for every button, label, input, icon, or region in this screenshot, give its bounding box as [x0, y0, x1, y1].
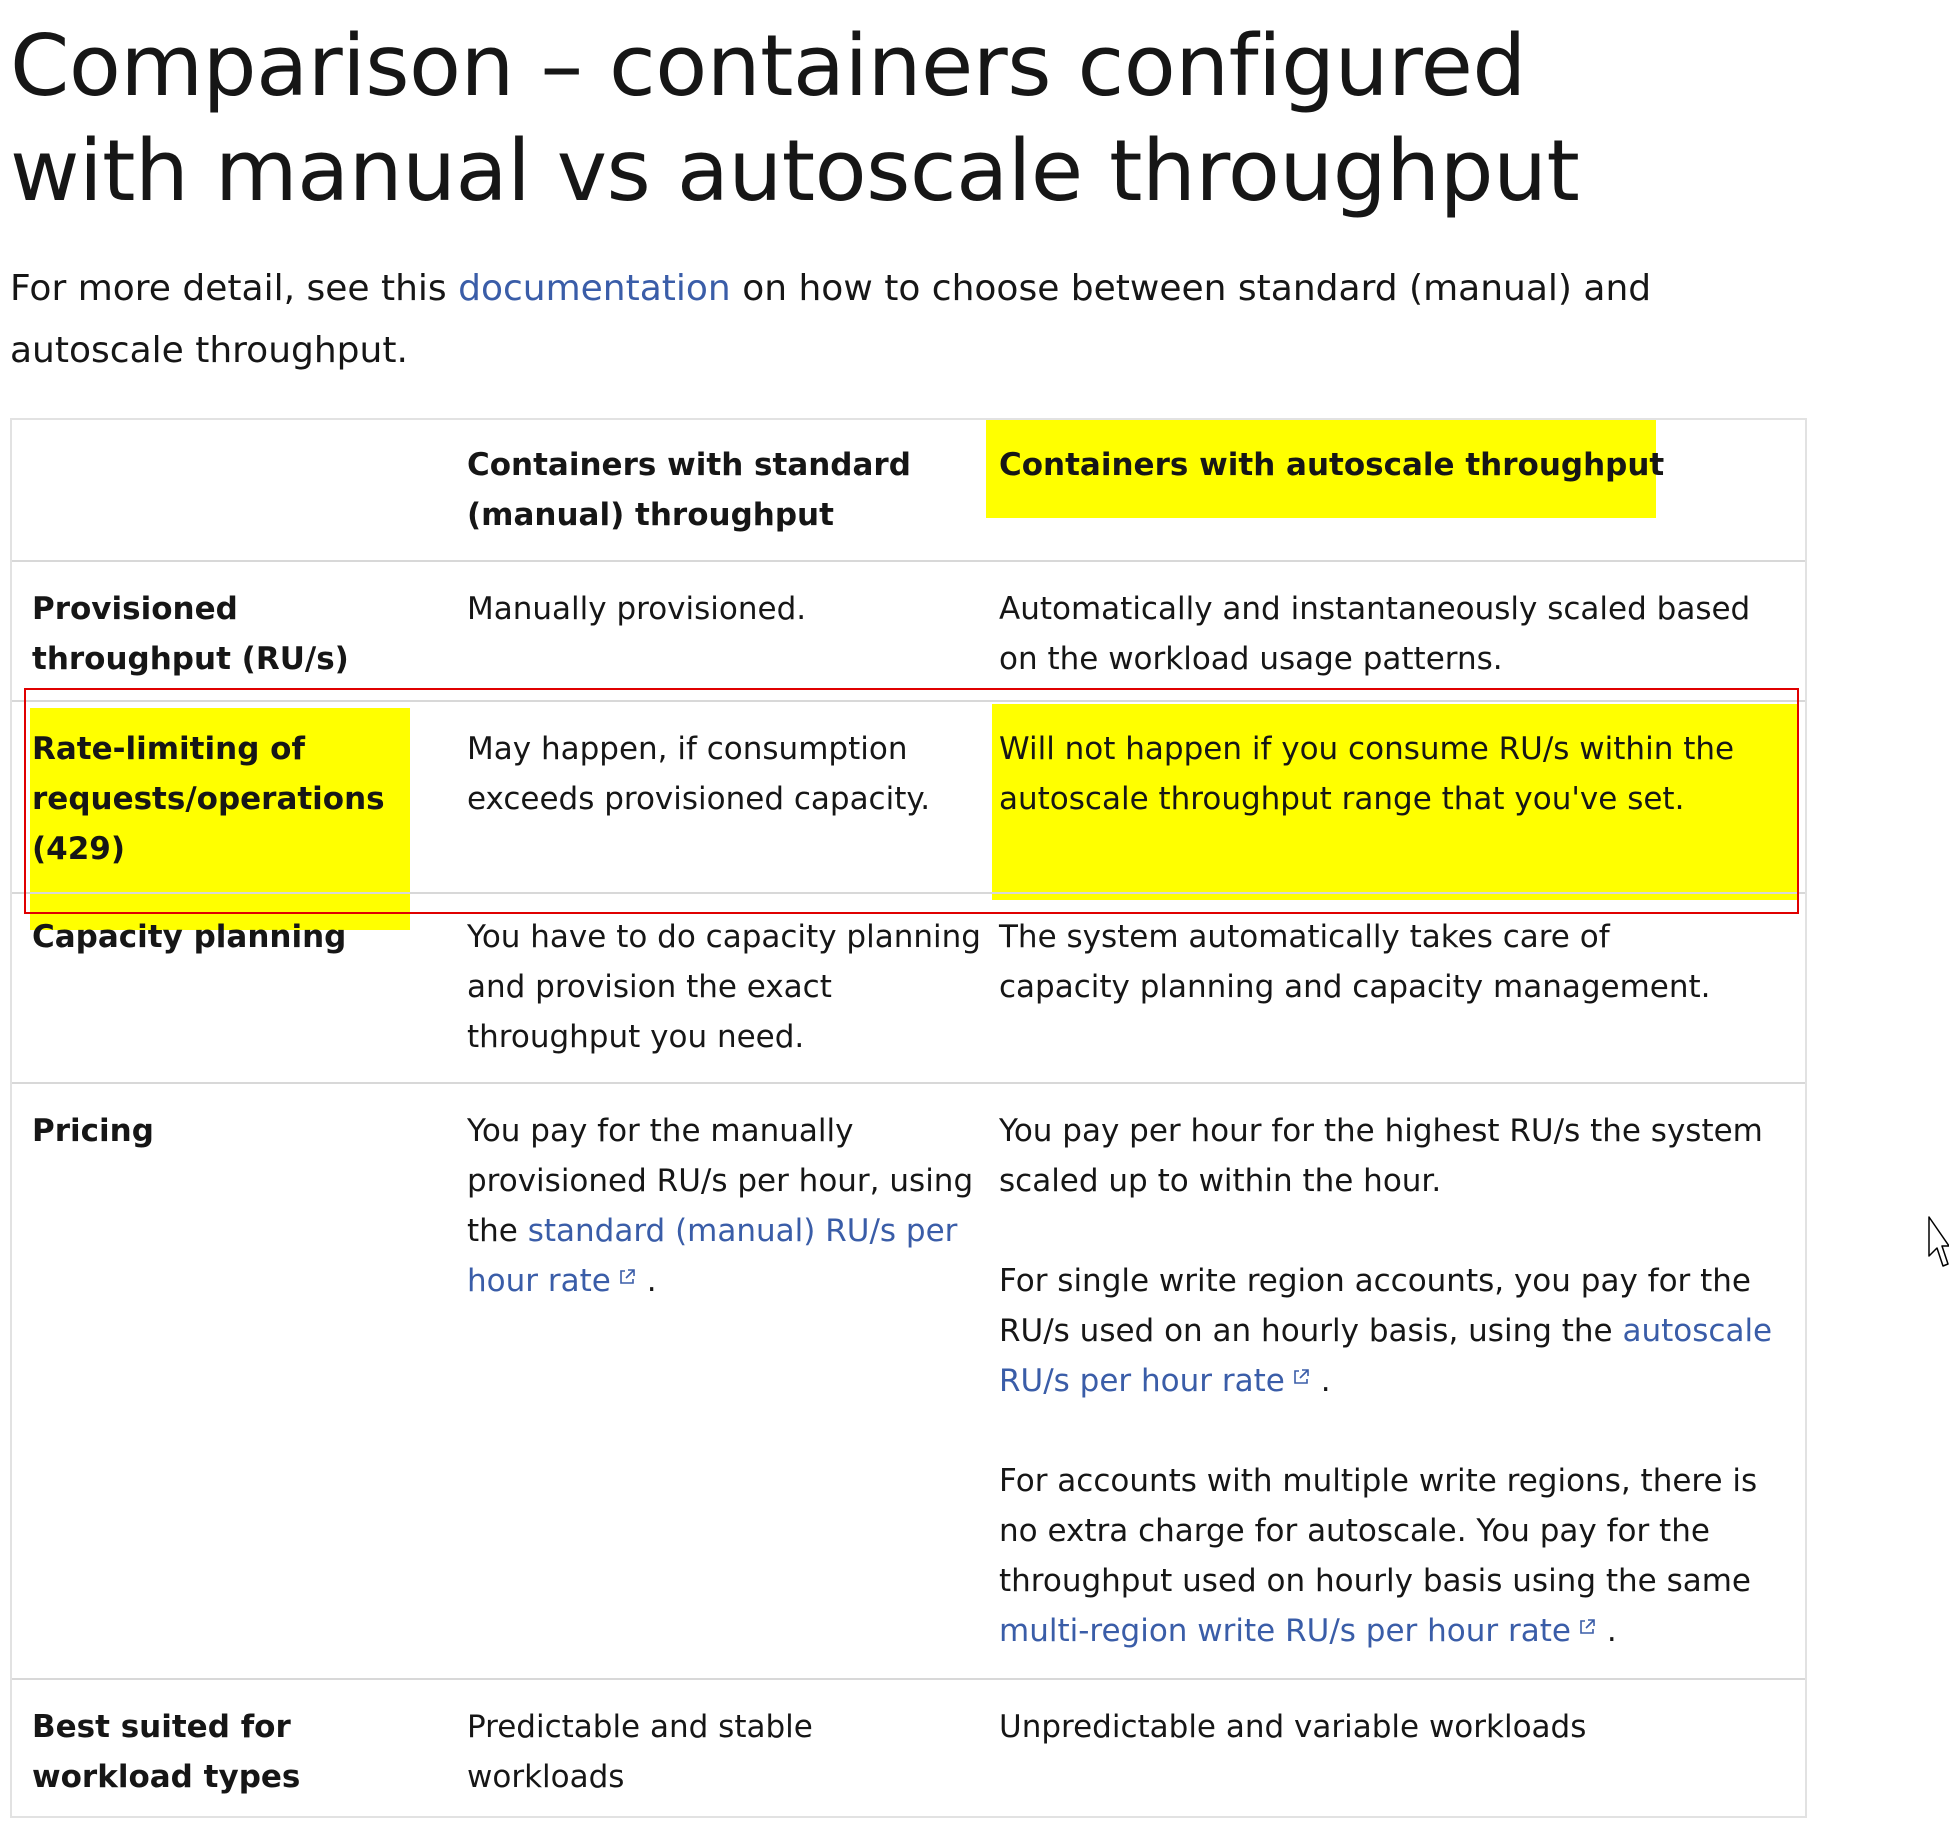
table-row [12, 560, 1805, 700]
standard-best-suited: Predictable and stable workloads [467, 1709, 813, 1795]
autoscale-pricing-p2-end: . [1320, 1363, 1331, 1399]
standard-rate-link-text: standard (manual) RU/s per hour rate [467, 1213, 958, 1299]
mouse-pointer-icon [1928, 1216, 1949, 1274]
header-autoscale: Containers with autoscale throughput [999, 447, 1665, 483]
intro-text-before: For more detail, see this [10, 268, 459, 309]
page-title: Comparison – containers configured with manual vs autoscale throughput [10, 17, 1580, 221]
table-row [12, 1082, 1805, 1678]
autoscale-pricing-p3-text: For accounts with multiple write regions, there is no extra charge for autoscale. You pay for the throughput used on hourly basis using the same [999, 1463, 1758, 1599]
feature-best-suited: Best suited for workload types [32, 1709, 301, 1795]
autoscale-pricing [999, 1106, 1779, 1656]
feature-provisioned-throughput: Provisioned throughput (RU/s) [32, 591, 349, 677]
external-link-icon [1577, 1617, 1597, 1637]
multi-region-rate-link-text: multi-region write RU/s per hour rate [999, 1613, 1571, 1649]
autoscale-provisioned-throughput: Automatically and instantaneously scaled based on the workload usage patterns. [999, 591, 1751, 677]
documentation-link[interactable]: documentation [458, 268, 731, 309]
feature-pricing: Pricing [32, 1113, 154, 1149]
standard-pricing-text: You pay for the manually provisioned RU/s per hour, using the [467, 1113, 974, 1249]
autoscale-pricing-p2 [999, 1256, 1779, 1406]
intro-text-after: on how to choose between standard (manual) and autoscale throughput. [10, 268, 1652, 371]
standard-pricing-end: . [646, 1263, 657, 1299]
external-link-icon [1291, 1367, 1311, 1387]
table-row [12, 1678, 1805, 1818]
intro-paragraph [10, 258, 1790, 382]
autoscale-rate-link-text: autoscale RU/s per hour rate [999, 1313, 1773, 1399]
standard-provisioned-throughput: Manually provisioned. [467, 591, 807, 627]
autoscale-rate-limiting: Will not happen if you consume RU/s within the autoscale throughput range that you've set. [999, 731, 1735, 817]
feature-rate-limiting: Rate-limiting of requests/operations (429) [32, 731, 385, 867]
comparison-table [10, 418, 1807, 1818]
autoscale-pricing-p1: You pay per hour for the highest RU/s the system scaled up to within the hour. [999, 1113, 1763, 1199]
feature-capacity-planning: Capacity planning [32, 919, 347, 955]
standard-rate-link[interactable] [467, 1213, 957, 1299]
autoscale-pricing-p2-text: For single write region accounts, you pay for the RU/s used on an hourly basis, using the [999, 1263, 1752, 1349]
standard-capacity-planning: You have to do capacity planning and provision the exact throughput you need. [467, 919, 981, 1055]
autoscale-best-suited: Unpredictable and variable workloads [999, 1709, 1587, 1745]
external-link-icon [617, 1267, 637, 1287]
table-header-row [12, 420, 1805, 560]
standard-pricing [467, 1106, 977, 1306]
header-standard: Containers with standard (manual) throughput [467, 447, 911, 533]
standard-rate-limiting: May happen, if consumption exceeds provisioned capacity. [467, 731, 931, 817]
table-row [12, 892, 1805, 1082]
annotation-red-box [24, 688, 1799, 914]
autoscale-capacity-planning: The system automatically takes care of capacity planning and capacity management. [999, 919, 1711, 1005]
multi-region-rate-link[interactable] [999, 1613, 1597, 1649]
autoscale-pricing-p3 [999, 1456, 1779, 1656]
autoscale-pricing-p3-end: . [1606, 1613, 1617, 1649]
